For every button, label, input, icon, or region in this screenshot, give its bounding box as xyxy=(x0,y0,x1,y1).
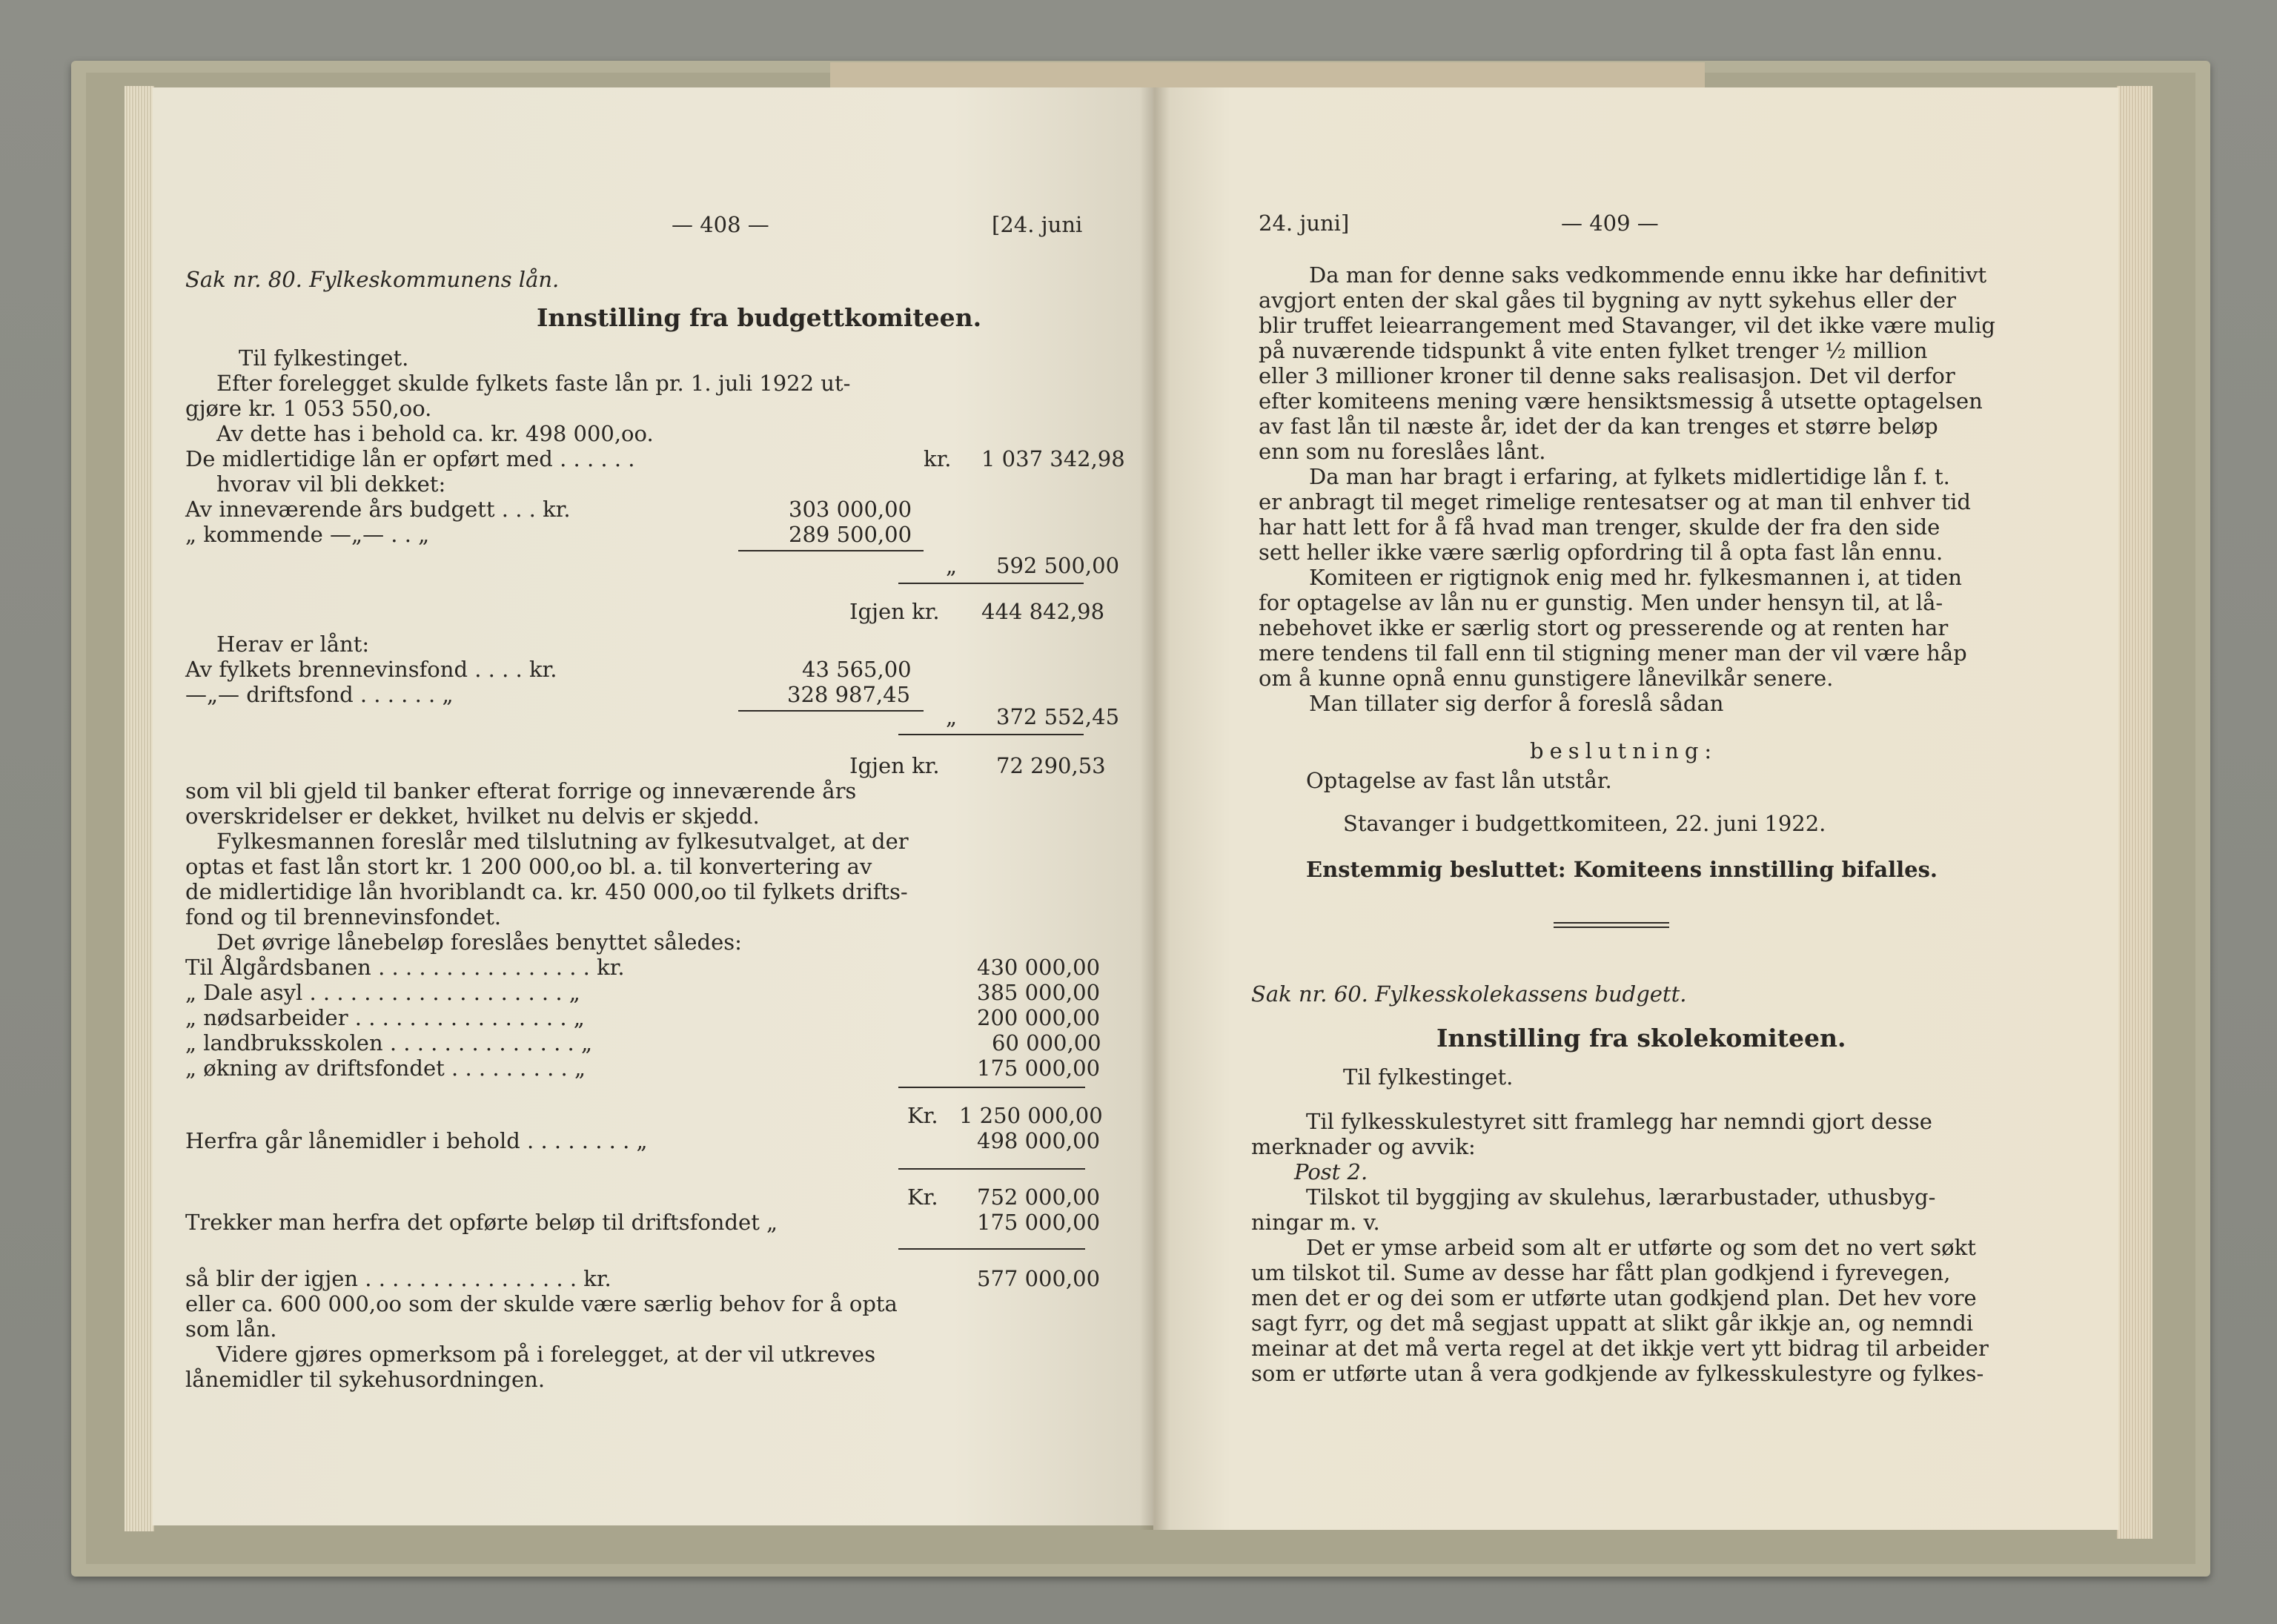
page-edges-right xyxy=(2117,86,2152,1539)
paragraph-line: optas et fast lån stort kr. 1 200 000,oo bl. a. til konvertering av xyxy=(185,854,872,879)
paragraph-line: um tilskot til. Sume av desse har fått plan godkjend i fyrevegen, xyxy=(1251,1260,1951,1285)
paragraph-line: avgjort enten der skal gåes til bygning av nytt sykehus eller der xyxy=(1259,288,1956,313)
sum-rule xyxy=(898,1248,1085,1250)
use-label: „ nødsarbeider . . . . . . . . . . . . . . . . „ xyxy=(185,1005,585,1030)
ledger-label: Igjen kr. xyxy=(849,599,940,624)
left-page xyxy=(153,87,1153,1525)
paragraph-line: av fast lån til næste år, idet der da kan trenges et større beløp xyxy=(1259,414,1938,439)
sum-rule xyxy=(898,583,1084,584)
page-number: — 409 — xyxy=(1561,211,1659,236)
use-amount: 430 000,00 xyxy=(977,955,1101,980)
committee-signature: Stavanger i budgettkomiteen, 22. juni 1922. xyxy=(1343,811,1826,836)
ledger-label: Igjen kr. xyxy=(849,753,940,778)
ledger-amount: 498 000,00 xyxy=(977,1128,1101,1153)
ledger-label: så blir der igjen . . . . . . . . . . . . . . . . kr. xyxy=(185,1266,611,1291)
ledger-label: De midlertidige lån er opført med . . . . . . xyxy=(185,446,635,471)
sum-rule xyxy=(898,1168,1085,1170)
resolution: Enstemmig besluttet: Komiteens innstilling bifalles. xyxy=(1306,857,1938,882)
paragraph-line: blir truffet leiearrangement med Stavanger, vil det ikke være mulig xyxy=(1259,313,1995,338)
use-amount: 385 000,00 xyxy=(977,980,1101,1005)
paragraph-line: Komiteen er rigtignok enig med hr. fylkesmannen i, at tiden xyxy=(1309,565,1962,590)
case-title: Sak nr. 60. Fylkesskolekassens budgett. xyxy=(1251,981,1687,1007)
sum-rule xyxy=(738,710,924,712)
book-gutter xyxy=(1140,87,1170,1530)
paragraph-line: eller ca. 600 000,oo som der skulde være særlig behov for å opta xyxy=(185,1291,898,1316)
ledger-label: —„— driftsfond . . . . . . „ xyxy=(185,682,454,707)
paragraph-line: merknader og avvik: xyxy=(1251,1134,1476,1159)
ledger-amount: 752 000,00 xyxy=(977,1184,1101,1210)
paragraph-line: som lån. xyxy=(185,1316,277,1342)
ledger-label: Herfra går lånemidler i behold . . . . . . . . „ xyxy=(185,1128,648,1153)
ledger-amount: 72 290,53 xyxy=(996,753,1106,778)
paragraph-line: Av dette has i behold ca. kr. 498 000,oo. xyxy=(216,421,654,446)
paragraph-line: som vil bli gjeld til banker efterat forrige og inneværende års xyxy=(185,778,857,803)
ledger-currency: Kr. xyxy=(907,1184,938,1210)
paragraph-line: efter komiteens mening være hensiktsmessig å utsette optagelsen xyxy=(1259,388,1983,414)
use-label: Til Ålgårdsbanen . . . . . . . . . . . . . . . . kr. xyxy=(185,955,625,980)
paragraph-line: sett heller ikke være særlig opfordring til å opta fast lån ennu. xyxy=(1259,540,1943,565)
paragraph-line: Videre gjøres opmerksom på i forelegget, at der vil utkreves xyxy=(216,1342,876,1367)
paragraph-line: overskridelser er dekket, hvilket nu delvis er skjedd. xyxy=(185,803,760,829)
ledger-label: „ kommende —„— . . „ xyxy=(185,522,430,547)
section-heading: Innstilling fra skolekomiteen. xyxy=(1436,1024,1846,1053)
ledger-amount: 1 037 342,98 xyxy=(981,446,1125,471)
ledger-amount: 592 500,00 xyxy=(996,553,1120,578)
paragraph-line: har hatt lett for å få hvad man trenger, skulde der fra den side xyxy=(1259,514,1940,540)
page-number: — 408 — xyxy=(672,212,769,237)
use-amount: 60 000,00 xyxy=(992,1030,1101,1055)
case-title: Sak nr. 80. Fylkeskommunens lån. xyxy=(185,267,560,292)
addressee: Til fylkestinget. xyxy=(1343,1064,1514,1090)
right-page xyxy=(1153,87,2118,1530)
paragraph-line: Fylkesmannen foreslår med tilslutning av fylkesutvalget, at der xyxy=(216,829,909,854)
use-label: „ landbruksskolen . . . . . . . . . . . . . . „ xyxy=(185,1030,592,1055)
paragraph-line: Det er ymse arbeid som alt er utførte og som det no vert søkt xyxy=(1306,1235,1976,1260)
ledger-amount: 372 552,45 xyxy=(996,704,1120,729)
ledger-amount: 43 565,00 xyxy=(802,657,912,682)
paragraph-line: Da man har bragt i erfaring, at fylkets midlertidige lån f. t. xyxy=(1309,464,1950,489)
addressee: Til fylkestinget. xyxy=(239,345,409,371)
sum-rule xyxy=(898,734,1084,735)
spine-fold xyxy=(830,62,1705,90)
paragraph-line: som er utførte utan å vera godkjende av fylkesskulestyre og fylkes- xyxy=(1251,1361,1984,1386)
decision-text: Optagelse av fast lån utstår. xyxy=(1306,768,1612,793)
ledger-amount: 1 250 000,00 xyxy=(959,1103,1103,1128)
page-date: 24. juni] xyxy=(1259,211,1350,236)
sum-rule xyxy=(898,1087,1085,1088)
paragraph-line: nebehovet ikke er særlig stort og presserende og at renten har xyxy=(1259,615,1949,640)
ledger-ditto: „ xyxy=(946,553,958,578)
paragraph-line: lånemidler til sykehusordningen. xyxy=(185,1367,546,1392)
ledger-amount: 175 000,00 xyxy=(977,1210,1101,1235)
ledger-label: Av fylkets brennevinsfond . . . . kr. xyxy=(185,657,557,682)
ledger-label: Av inneværende års budgett . . . kr. xyxy=(185,497,571,522)
paragraph-line: de midlertidige lån hvoriblandt ca. kr. 450 000,oo til fylkets drifts- xyxy=(185,879,908,904)
paragraph-line: meinar at det må verta regel at det ikkje vert ytt bidrag til arbeider xyxy=(1251,1336,1989,1361)
page-date: [24. juni xyxy=(992,212,1083,237)
paragraph-line: eller 3 millioner kroner til denne saks realisasjon. Det vil derfor xyxy=(1259,363,1955,388)
ledger-label: Herav er lånt: xyxy=(216,632,370,657)
paragraph-line: sagt fyrr, og det må segjast uppatt at slikt går ikkje an, og nemndi xyxy=(1251,1310,1974,1336)
section-divider xyxy=(1554,927,1669,928)
paragraph-line: Tilskot til byggjing av skulehus, lærarbustader, uthusbyg- xyxy=(1306,1184,1936,1210)
sum-rule xyxy=(738,550,924,551)
ledger-label: hvorav vil bli dekket: xyxy=(216,471,446,497)
paragraph-line: Da man for denne saks vedkommende ennu ikke har definitivt xyxy=(1309,262,1987,288)
use-amount: 175 000,00 xyxy=(977,1055,1101,1081)
paragraph-line: gjøre kr. 1 053 550,oo. xyxy=(185,396,432,421)
paragraph-line: Det øvrige lånebeløp foreslåes benyttet således: xyxy=(216,929,742,955)
paragraph-line: Man tillater sig derfor å foreslå sådan xyxy=(1309,691,1724,716)
paragraph-line: mere tendens til fall enn til stigning mener man der vil være håp xyxy=(1259,640,1967,666)
use-label: „ Dale asyl . . . . . . . . . . . . . . . . . . . „ xyxy=(185,980,580,1005)
ledger-amount: 303 000,00 xyxy=(789,497,912,522)
paragraph-line: enn som nu foreslåes lånt. xyxy=(1259,439,1546,464)
use-amount: 200 000,00 xyxy=(977,1005,1101,1030)
paragraph-line: er anbragt til meget rimelige rentesatser og at man til enhver tid xyxy=(1259,489,1971,514)
ledger-amount: 577 000,00 xyxy=(977,1266,1101,1291)
ledger-amount: 444 842,98 xyxy=(981,599,1105,624)
paragraph-line: på nuværende tidspunkt å vite enten fylket trenger ½ million xyxy=(1259,338,1928,363)
paragraph-line: for optagelse av lån nu er gunstig. Men under hensyn til, at lå- xyxy=(1259,590,1943,615)
section-heading: Innstilling fra budgettkomiteen. xyxy=(537,303,982,332)
page-edges-left xyxy=(125,86,154,1531)
paragraph-line: fond og til brennevinsfondet. xyxy=(185,904,502,929)
ledger-currency: Kr. xyxy=(907,1103,938,1128)
paragraph-line: om å kunne opnå ennu gunstigere lånevilkår senere. xyxy=(1259,666,1834,691)
paragraph-line: men det er og dei som er utførte utan godkjend plan. Det hev vore xyxy=(1251,1285,1977,1310)
post-label: Post 2. xyxy=(1294,1159,1368,1184)
paragraph-line: Efter forelegget skulde fylkets faste lån pr. 1. juli 1922 ut- xyxy=(216,371,851,396)
ledger-amount: 289 500,00 xyxy=(789,522,912,547)
section-divider xyxy=(1554,922,1669,924)
ledger-label: Trekker man herfra det opførte beløp til driftsfondet „ xyxy=(185,1210,778,1235)
ledger-amount: 328 987,45 xyxy=(787,682,911,707)
use-label: „ økning av driftsfondet . . . . . . . . . „ xyxy=(185,1055,586,1081)
paragraph-line: ningar m. v. xyxy=(1251,1210,1380,1235)
ledger-currency: kr. xyxy=(924,446,952,471)
paragraph-line: Til fylkesskulestyret sitt framlegg har nemndi gjort desse xyxy=(1306,1109,1932,1134)
ledger-ditto: „ xyxy=(946,704,958,729)
decision-label: beslutning: xyxy=(1530,738,1718,763)
